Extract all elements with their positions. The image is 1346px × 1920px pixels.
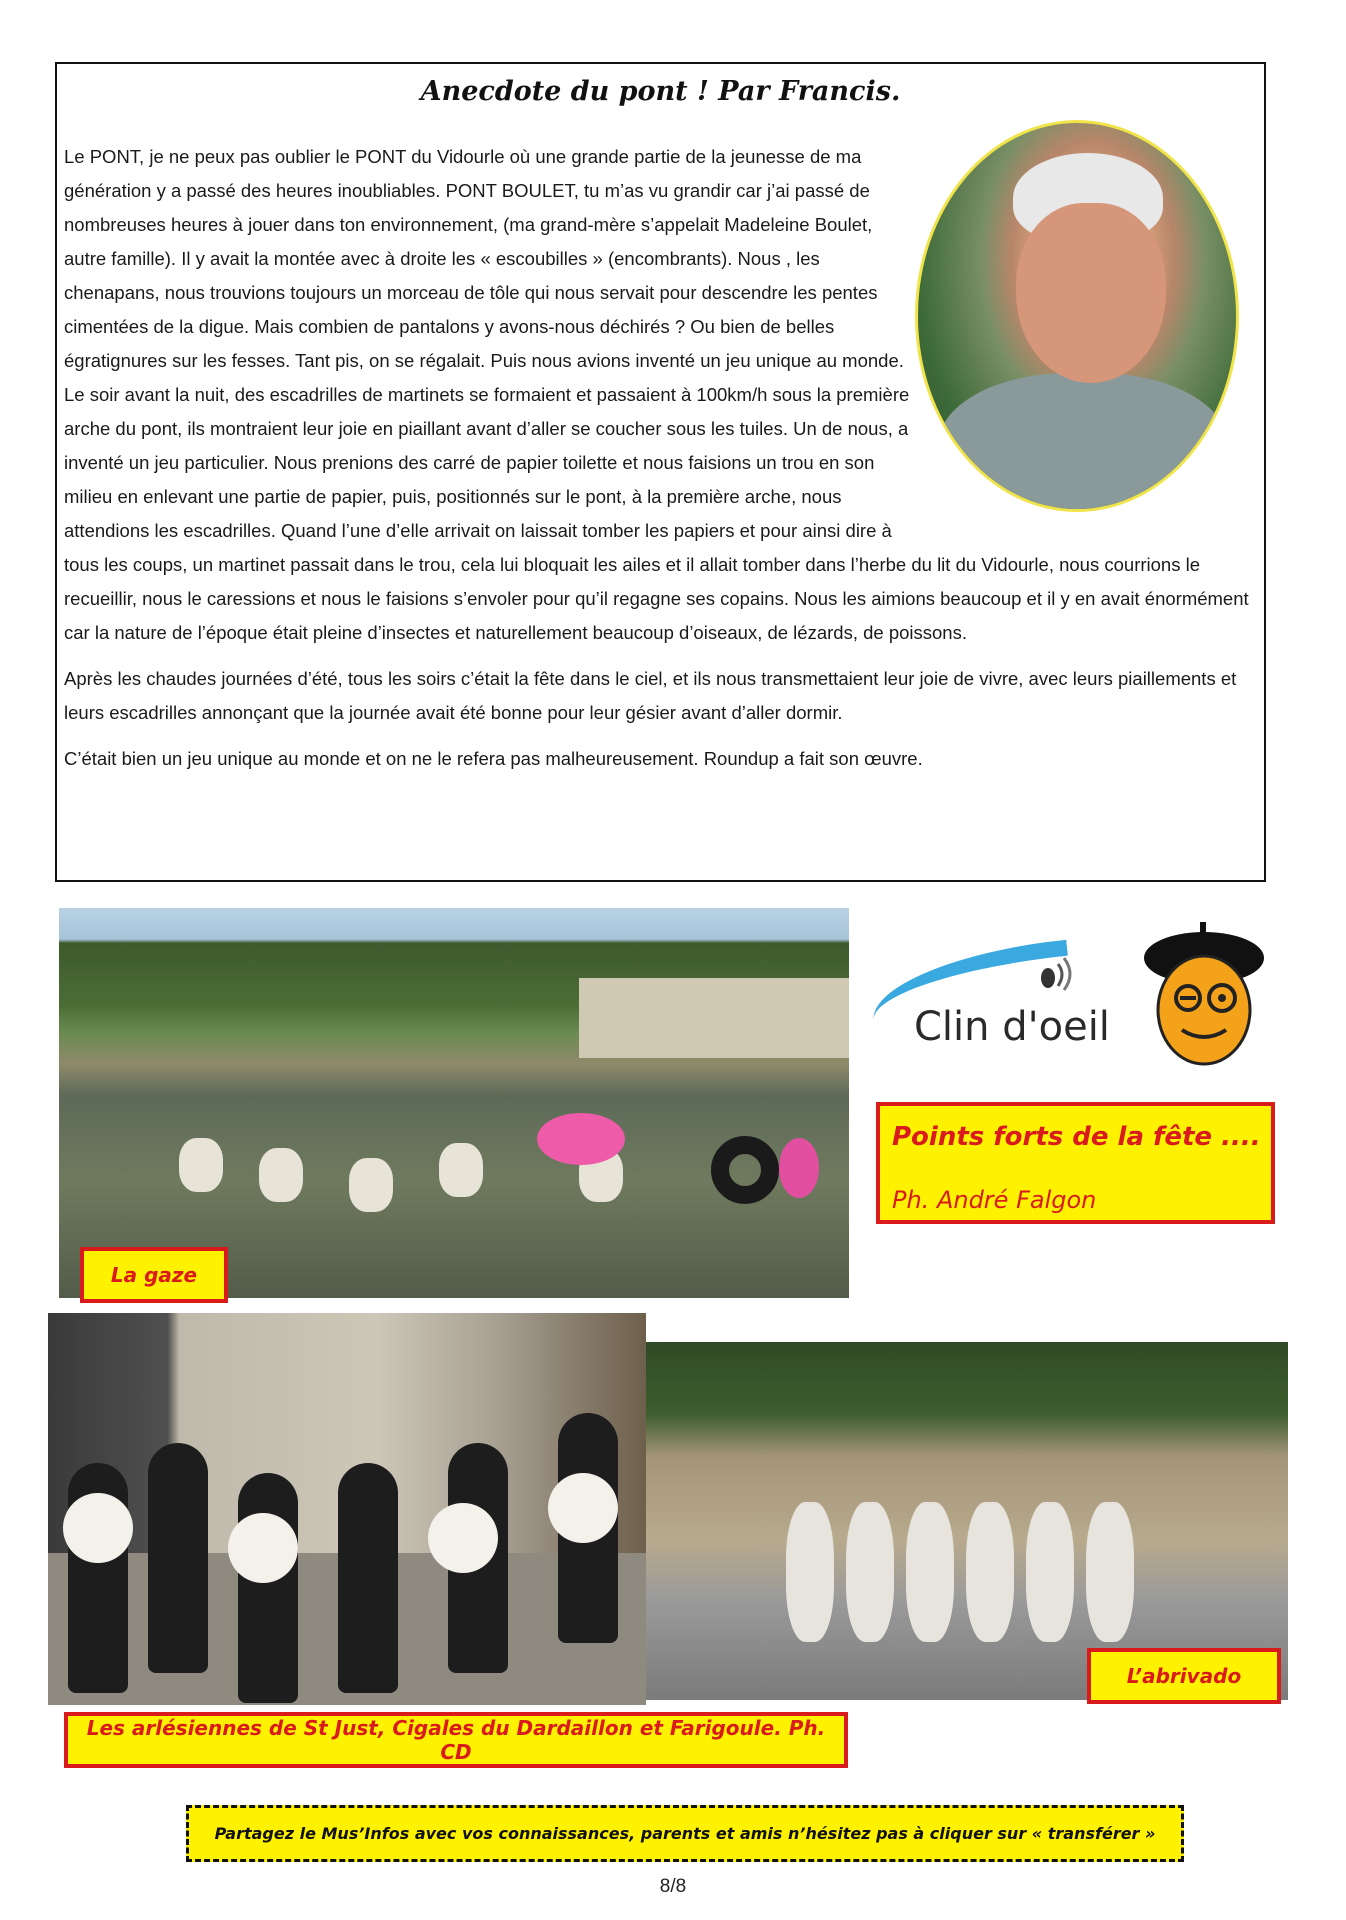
article-title: Anecdote du pont ! Par Francis.: [420, 76, 901, 107]
arlesiennes-caption: Les arlésiennes de St Just, Cigales du Dardaillon et Farigoule. Ph. CD: [64, 1712, 848, 1768]
highlights-box: [876, 1102, 1275, 1224]
article-paragraph-2: Après les chaudes journées d’été, tous les soirs c’était la fête dans le ciel, et ils nous transmettaient leur joie de vivre, avec leurs piaillements et leurs escadrilles annonçant que la journée avait été bonne pour leur gésier avant d’aller dormir.: [64, 668, 1237, 723]
share-banner: Partagez le Mus’Infos avec vos connaissances, parents et amis n’hésitez pas à cliquer sur « transférer »: [186, 1805, 1184, 1862]
clin-doeil-logo: [866, 920, 1146, 1070]
article-paragraph-3: C’était bien un jeu unique au monde et on ne le refera pas malheureusement. Roundup a fait son œuvre.: [64, 748, 923, 769]
highlights-credit: Ph. André Falgon: [892, 1186, 1097, 1214]
arlesiennes-photo: [48, 1313, 646, 1705]
highlights-title: Points forts de la fête ....: [892, 1122, 1261, 1152]
abrivado-caption: L’abrivado: [1087, 1648, 1281, 1704]
clin-doeil-text: Clin d'oeil: [914, 1004, 1110, 1050]
abrivado-photo: [646, 1342, 1288, 1700]
winking-beret-face-icon: [1142, 918, 1266, 1068]
francis-portrait-photo: [915, 120, 1239, 512]
page-number: 8/8: [659, 1876, 687, 1897]
signal-icon: [1036, 950, 1080, 994]
la-gaze-caption: La gaze: [80, 1247, 228, 1303]
la-gaze-photo: [59, 908, 849, 1298]
article-paragraph-1: Le PONT, je ne peux pas oublier le PONT du Vidourle où une grande partie de la jeunesse de ma génération y a passé des heures inoubliables. PONT BOULET, tu m’as vu grandir car j’ai passé de nombreuses heures à jouer dans ton environnement, (ma grand-mère s’appelait Madeleine Boulet, autre famille). Il y avait la montée avec à droite les « escoubilles » (encombrants). Nous , les chenapans, nous trouvions toujours un morceau de tôle qui nous servait pour descendre les pentes cimentées de la digue. Mais combien de pantalons y avons-nous déchirés ? Ou bien de belles égratignures sur les fesses. Tant pis, on se régalait. Puis nous avions inventé un jeu unique au monde. Le soir avant la nuit, des escadrilles de martinets se formaient et passaient à 100km/h sous la première arche du pont, ils montraient leur joie en piaillant avant d’aller se coucher sous les tuiles. Un de nous, a inventé un jeu particulier. Nous prenions des carré de papier toilette et nous faisions un trou en son milieu en enlevant une partie de papier, puis, positionnés sur le pont, à la première arche, nous attendions les escadrilles. Quand l’une d’elle arrivait on laissait tomber les papiers et pour ainsi dire à tous les coups, un martinet passait dans le trou, cela lui bloquait les ailes et il allait tomber dans l’herbe du lit du Vidourle, nous courrions le recueillir, nous le caressions et nous le faisions s’envoler pour qu’il regagne ses copains. Nous les aimions beaucoup et il y en avait énormément car la nature de l’époque était pleine d’insectes et naturellement beaucoup d’oiseaux, de lézards, de poissons.: [64, 146, 1249, 643]
